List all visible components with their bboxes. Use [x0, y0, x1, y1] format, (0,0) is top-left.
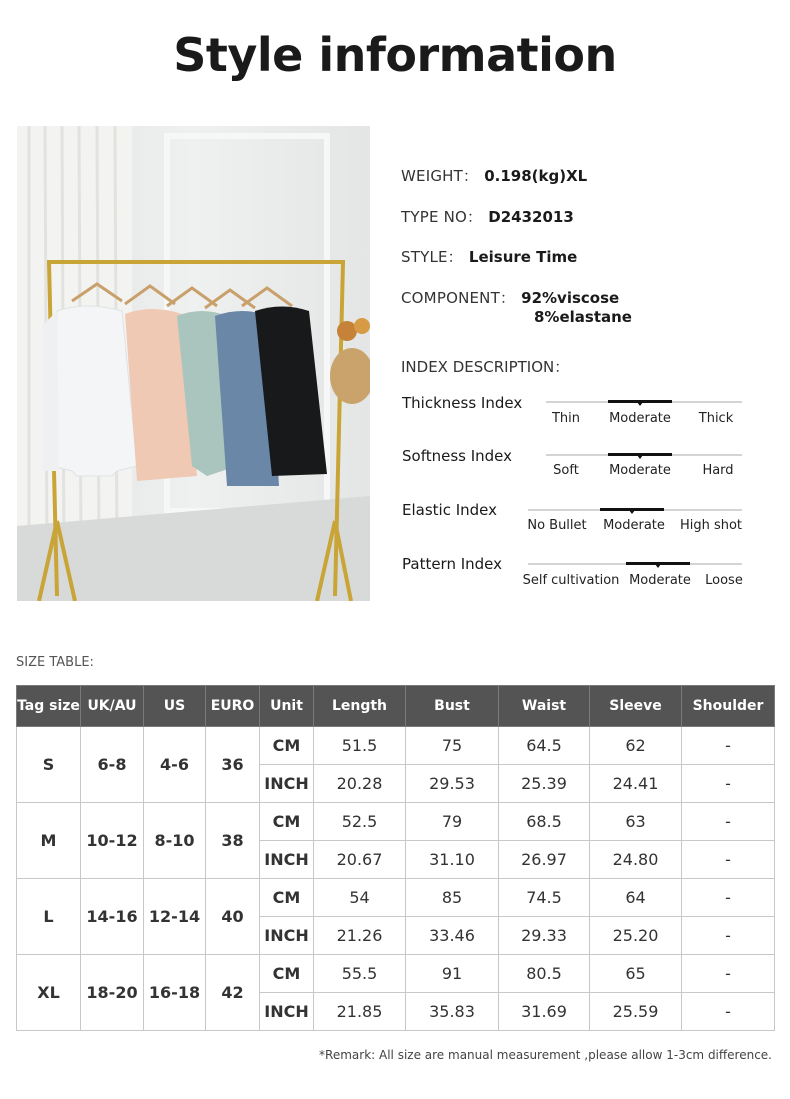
thickness-scale-marker — [608, 400, 672, 403]
tag-size-cell: M — [17, 803, 81, 879]
pattern-tick-low: Self cultivation — [522, 573, 620, 588]
sleeve-cell: 65 — [590, 955, 682, 993]
us-cell: 8-10 — [144, 803, 206, 879]
us-cell: 4-6 — [144, 727, 206, 803]
shoulder-cell: - — [682, 993, 775, 1031]
euro-cell: 38 — [206, 803, 260, 879]
remark-note: *Remark: All size are manual measurement ,please allow 1-3cm difference. — [319, 1048, 772, 1062]
waist-cell: 68.5 — [499, 803, 590, 841]
pattern-tick-mid: Moderate — [629, 573, 691, 588]
elastic-tick-mid: Moderate — [603, 518, 665, 533]
style-value: Leisure Time — [468, 248, 578, 266]
thickness-tick-high: Thick — [698, 411, 734, 426]
us-cell: 12-14 — [144, 879, 206, 955]
pattern-tick-high: Loose — [705, 573, 743, 588]
shoulder-cell: - — [682, 803, 775, 841]
table-row — [17, 727, 775, 765]
bust-cell: 35.83 — [406, 993, 499, 1031]
length-cell: 21.85 — [314, 993, 406, 1031]
unit-cell: INCH — [260, 917, 314, 955]
uk-au-cell: 6-8 — [81, 727, 144, 803]
uk-au-cell: 10-12 — [81, 803, 144, 879]
index-heading: INDEX DESCRIPTION： — [401, 358, 570, 376]
col-unit: Unit — [260, 686, 314, 727]
weight-label: WEIGHT： — [401, 167, 479, 185]
elastic-index-label: Elastic Index — [402, 501, 498, 519]
col-waist: Waist — [499, 686, 590, 727]
bust-cell: 33.46 — [406, 917, 499, 955]
component-label: COMPONENT： — [401, 289, 516, 307]
unit-cell: CM — [260, 879, 314, 917]
col-us: US — [144, 686, 206, 727]
col-tag-size: Tag size — [17, 686, 81, 727]
uk-au-cell: 18-20 — [81, 955, 144, 1031]
softness-tick-low: Soft — [553, 463, 579, 478]
tag-size-cell: S — [17, 727, 81, 803]
spec-weight — [401, 165, 587, 186]
spec-style — [401, 246, 577, 267]
type-label: TYPE NO： — [401, 208, 483, 226]
thickness-tick-mid: Moderate — [609, 411, 671, 426]
euro-cell: 40 — [206, 879, 260, 955]
unit-cell: CM — [260, 955, 314, 993]
waist-cell: 31.69 — [499, 993, 590, 1031]
sleeve-cell: 24.41 — [590, 765, 682, 803]
component-value-2: 8%elastane — [534, 308, 632, 326]
length-cell: 55.5 — [314, 955, 406, 993]
softness-tick-high: Hard — [702, 463, 734, 478]
waist-cell: 26.97 — [499, 841, 590, 879]
sleeve-cell: 62 — [590, 727, 682, 765]
euro-cell: 42 — [206, 955, 260, 1031]
length-cell: 20.28 — [314, 765, 406, 803]
waist-cell: 80.5 — [499, 955, 590, 993]
length-cell: 51.5 — [314, 727, 406, 765]
sleeve-cell: 24.80 — [590, 841, 682, 879]
us-cell: 16-18 — [144, 955, 206, 1031]
component-value-1: 92%viscose — [521, 289, 620, 307]
elastic-tick-low: No Bullet — [527, 518, 587, 533]
size-table — [16, 685, 775, 1031]
length-cell: 21.26 — [314, 917, 406, 955]
length-cell: 52.5 — [314, 803, 406, 841]
spec-component-2 — [534, 308, 632, 326]
pattern-scale-marker — [626, 562, 690, 565]
unit-cell: INCH — [260, 765, 314, 803]
bust-cell: 29.53 — [406, 765, 499, 803]
col-uk-au: UK/AU — [81, 686, 144, 727]
sleeve-cell: 25.59 — [590, 993, 682, 1031]
waist-cell: 29.33 — [499, 917, 590, 955]
size-table-header-row — [17, 686, 775, 727]
col-shoulder: Shoulder — [682, 686, 775, 727]
weight-value: 0.198(kg)XL — [484, 167, 588, 185]
sleeve-cell: 63 — [590, 803, 682, 841]
style-label: STYLE： — [401, 248, 463, 266]
col-bust: Bust — [406, 686, 499, 727]
bust-cell: 75 — [406, 727, 499, 765]
spec-type-no — [401, 206, 574, 227]
bust-cell: 31.10 — [406, 841, 499, 879]
tag-size-cell: XL — [17, 955, 81, 1031]
shoulder-cell: - — [682, 955, 775, 993]
uk-au-cell: 14-16 — [81, 879, 144, 955]
table-row — [17, 803, 775, 841]
shoulder-cell: - — [682, 765, 775, 803]
waist-cell: 64.5 — [499, 727, 590, 765]
pattern-index-label: Pattern Index — [402, 555, 503, 573]
length-cell: 54 — [314, 879, 406, 917]
table-row — [17, 879, 775, 917]
length-cell: 20.67 — [314, 841, 406, 879]
bust-cell: 91 — [406, 955, 499, 993]
waist-cell: 74.5 — [499, 879, 590, 917]
sleeve-cell: 25.20 — [590, 917, 682, 955]
col-length: Length — [314, 686, 406, 727]
bust-cell: 85 — [406, 879, 499, 917]
elastic-scale-marker — [600, 508, 664, 511]
sleeve-cell: 64 — [590, 879, 682, 917]
softness-index-label: Softness Index — [402, 447, 513, 465]
thickness-tick-low: Thin — [551, 411, 581, 426]
type-value: D2432013 — [488, 208, 574, 226]
bust-cell: 79 — [406, 803, 499, 841]
unit-cell: CM — [260, 727, 314, 765]
col-sleeve: Sleeve — [590, 686, 682, 727]
thickness-index-label: Thickness Index — [402, 394, 523, 412]
unit-cell: INCH — [260, 993, 314, 1031]
softness-scale-marker — [608, 453, 672, 456]
shoulder-cell: - — [682, 879, 775, 917]
table-row — [17, 955, 775, 993]
softness-tick-mid: Moderate — [609, 463, 671, 478]
shoulder-cell: - — [682, 917, 775, 955]
shoulder-cell: - — [682, 727, 775, 765]
euro-cell: 36 — [206, 727, 260, 803]
shoulder-cell: - — [682, 841, 775, 879]
spec-component — [401, 287, 619, 308]
unit-cell: CM — [260, 803, 314, 841]
elastic-tick-high: High shot — [679, 518, 743, 533]
waist-cell: 25.39 — [499, 765, 590, 803]
size-table-heading: SIZE TABLE: — [16, 655, 94, 670]
unit-cell: INCH — [260, 841, 314, 879]
product-photo — [17, 126, 370, 601]
col-euro: EURO — [206, 686, 260, 727]
tag-size-cell: L — [17, 879, 81, 955]
page-title: Style information — [173, 28, 617, 82]
